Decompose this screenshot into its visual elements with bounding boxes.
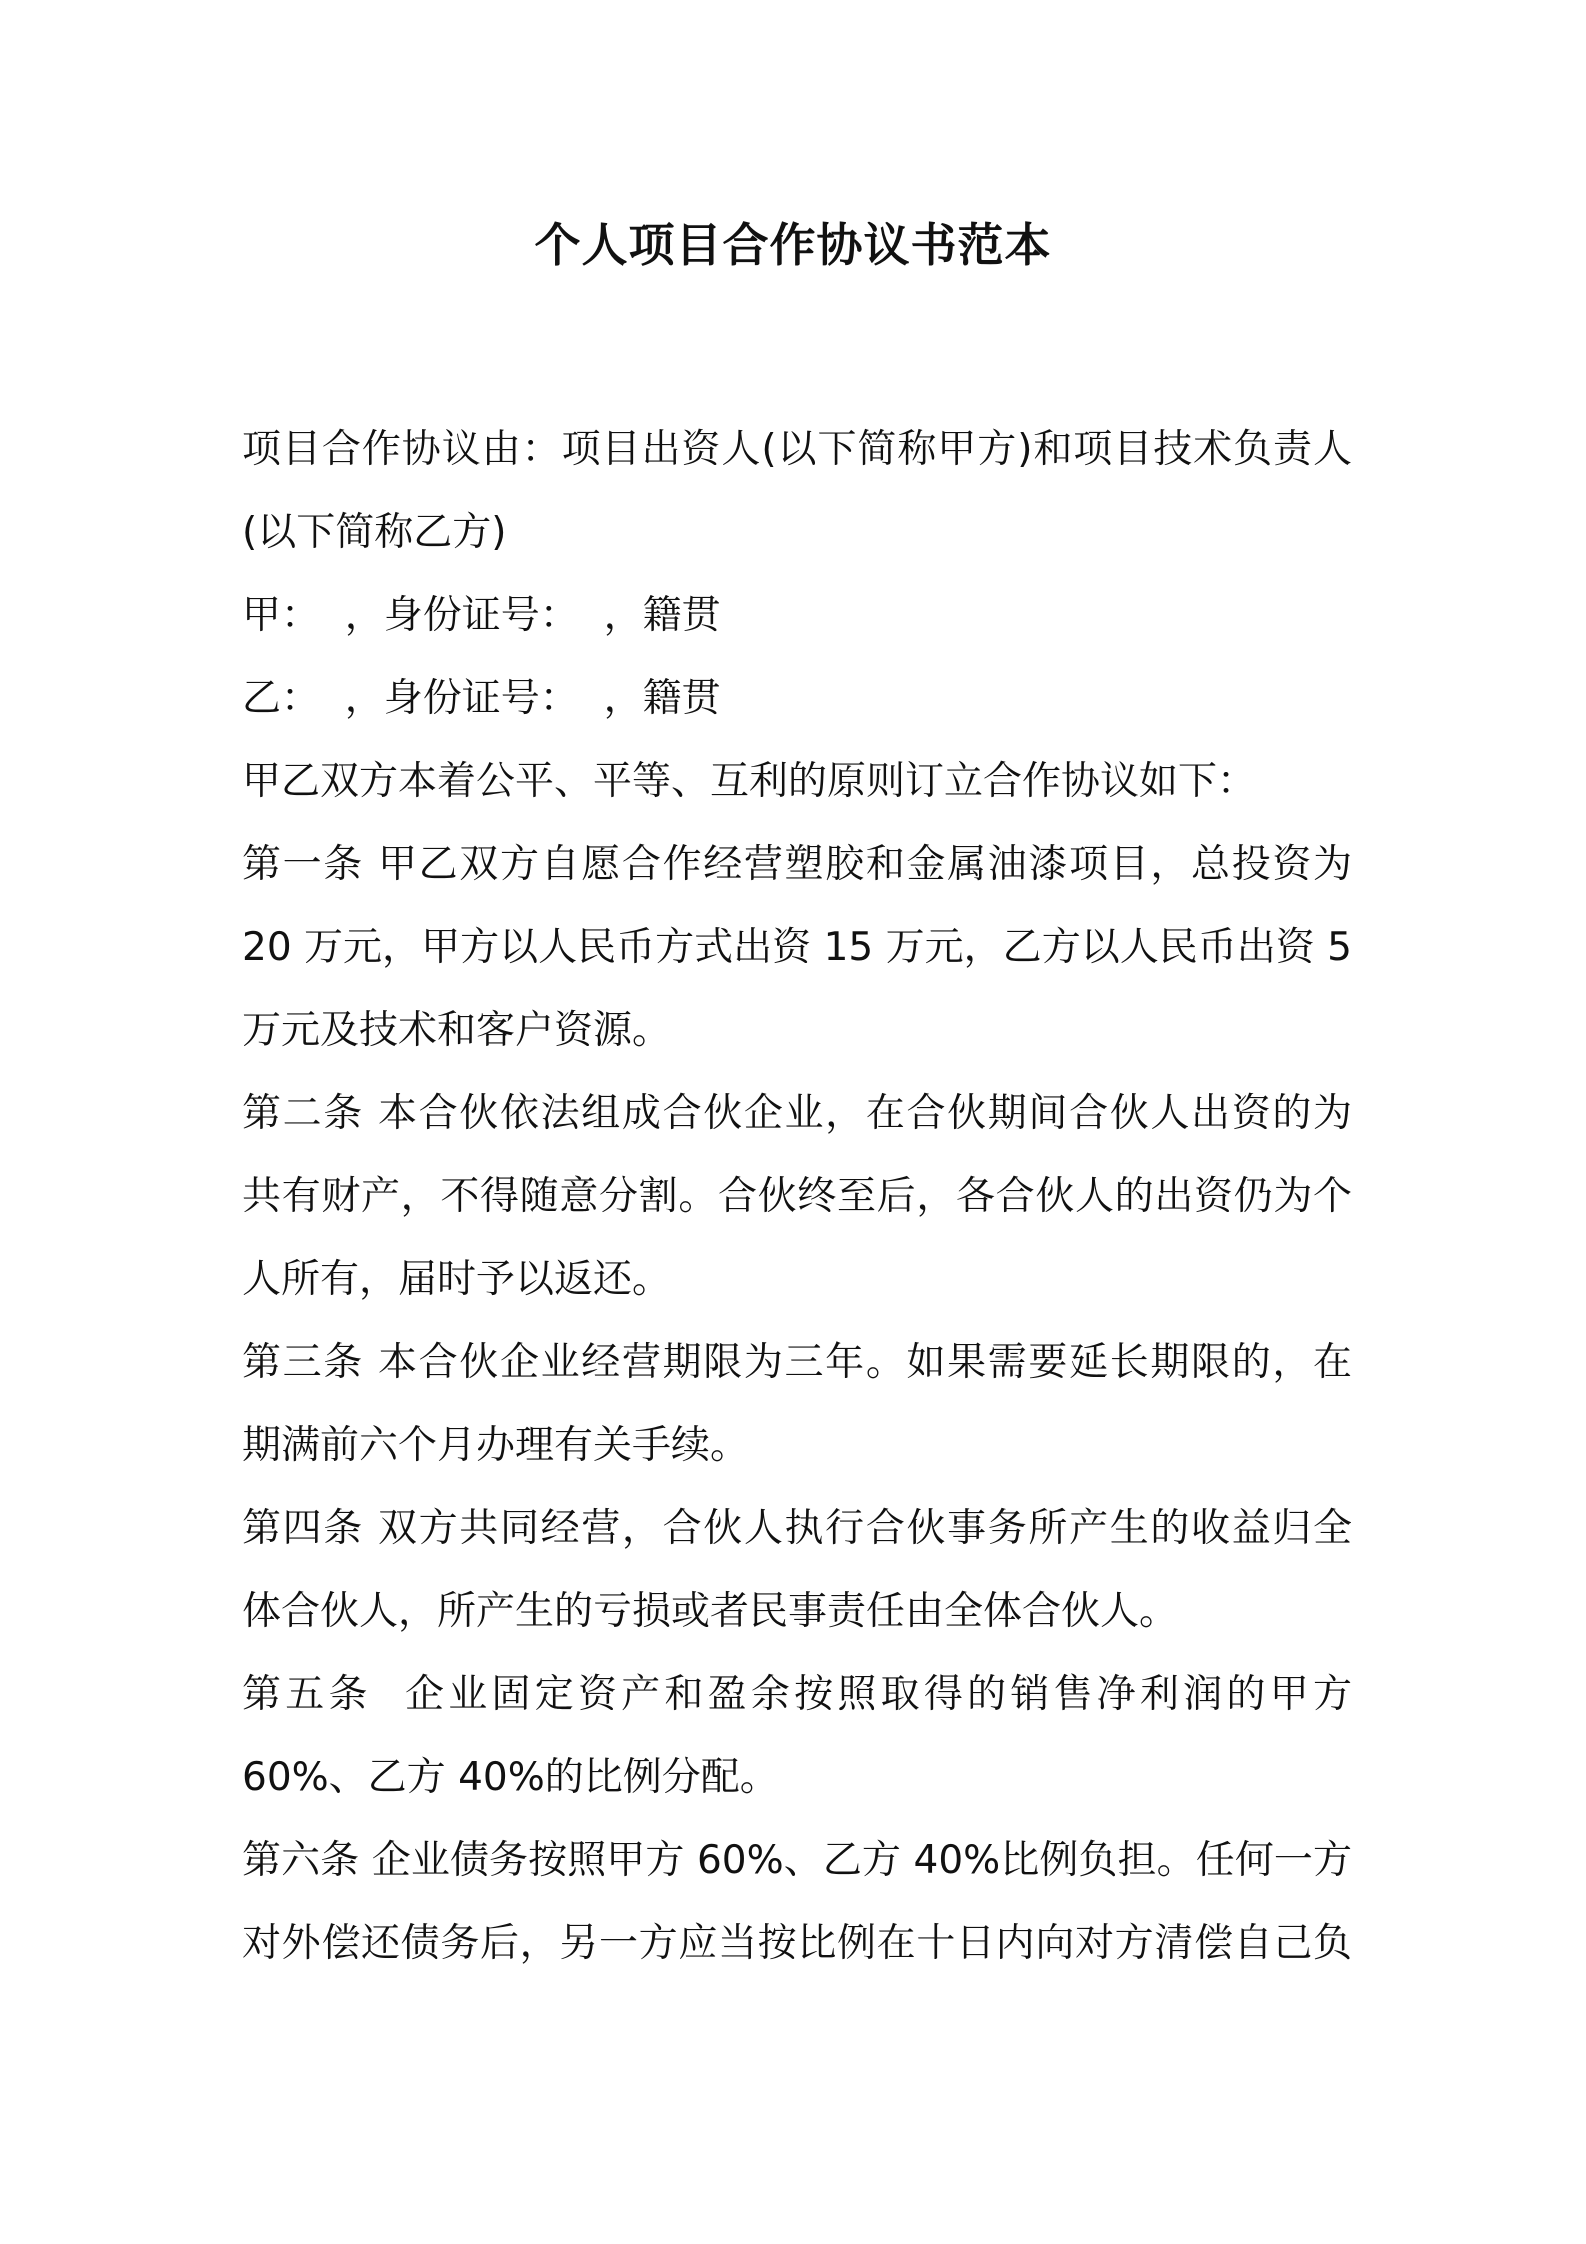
text-line: 期满前六个月办理有关手续。 <box>242 1423 750 1468</box>
text-line: 对外偿还债务后，另一方应当按比例在十日内向对方清偿自己负 <box>242 1921 1352 1966</box>
text-line: 第六条 企业债务按照甲方 60%、乙方 40%比例负担。任何一方 <box>242 1838 1352 1883</box>
text-line: 体合伙人，所产生的亏损或者民事责任由全体合伙人。 <box>242 1589 1179 1634</box>
text-line: 项目合作协议由：项目出资人(以下简称甲方)和项目技术负责人 <box>242 427 1352 472</box>
text-line: 第二条 本合伙依法组成合伙企业，在合伙期间合伙人出资的为 <box>242 1091 1352 1136</box>
text-line: 共有财产，不得随意分割。合伙终至后，各合伙人的出资仍为个 <box>242 1174 1352 1219</box>
document-body <box>242 408 1352 1985</box>
text-line: 第五条 企业固定资产和盈余按照取得的销售净利润的甲方 <box>242 1672 1352 1717</box>
text-line: 第四条 双方共同经营，合伙人执行合伙事务所产生的收益归全 <box>242 1506 1352 1551</box>
text-line: 甲乙双方本着公平、平等、互利的原则订立合作协议如下： <box>242 759 1257 804</box>
text-line: 万元及技术和客户资源。 <box>242 1008 672 1053</box>
text-line: 乙： ，身份证号： ，籍贯 <box>242 676 721 721</box>
text-line: (以下简称乙方) <box>242 510 507 555</box>
text-line: 60%、乙方 40%的比例分配。 <box>242 1755 779 1800</box>
document-title: 个人项目合作协议书范本 <box>534 218 1052 272</box>
text-line: 第一条 甲乙双方自愿合作经营塑胶和金属油漆项目，总投资为 <box>242 842 1352 887</box>
text-line: 第三条 本合伙企业经营期限为三年。如果需要延长期限的，在 <box>242 1340 1352 1385</box>
text-line: 20 万元，甲方以人民币方式出资 15 万元，乙方以人民币出资 5 <box>242 925 1352 970</box>
text-line: 人所有，届时予以返还。 <box>242 1257 672 1302</box>
text-line: 甲： ，身份证号： ，籍贯 <box>242 593 721 638</box>
